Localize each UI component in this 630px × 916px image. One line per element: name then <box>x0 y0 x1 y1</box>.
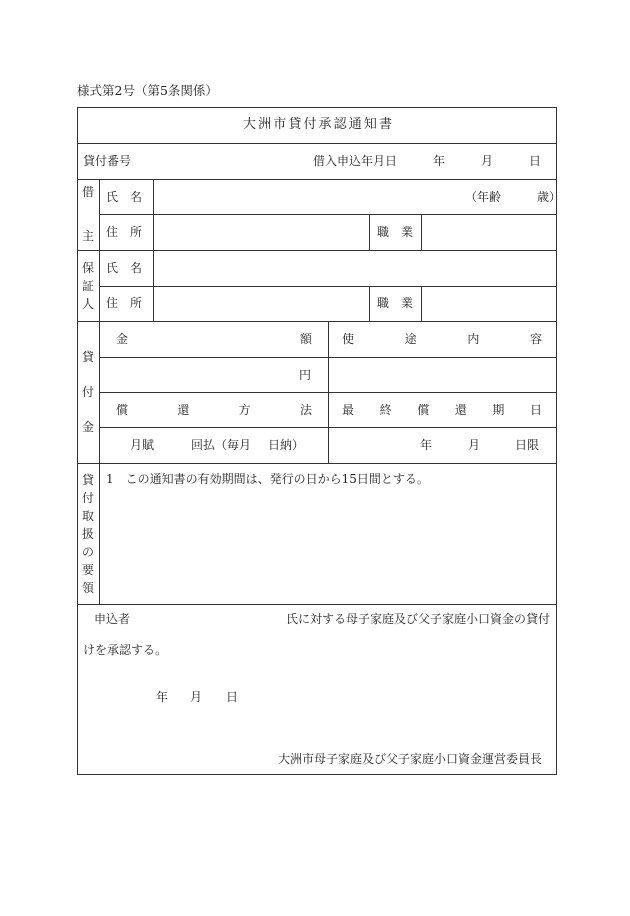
apply-date-year: 年 <box>433 154 446 168</box>
amount-label: 金 額 <box>116 332 312 346</box>
terms-item-1: 1 この通知書の有効期間は、発行の日から15日間とする。 <box>106 472 429 486</box>
deadline-day: 日限 <box>515 438 540 452</box>
guarantor-address-label: 住 所 <box>106 296 143 310</box>
loan-label: 貸 付 金 <box>81 350 94 434</box>
signer: 大洲市母子家庭及び父子家庭小口資金運営委員長 <box>278 752 543 766</box>
approval-month: 月 <box>190 690 203 704</box>
col-divider <box>369 286 370 321</box>
pay-day-label: 日納） <box>268 438 305 452</box>
apply-date-label: 借入申込年月日 <box>313 154 398 168</box>
deadline-month: 月 <box>468 438 481 452</box>
installments-label: 回払（毎月 <box>191 438 252 452</box>
terms-label: 貸 付 取 扱 の 要 領 <box>81 473 94 595</box>
col-divider <box>369 214 370 250</box>
borrower-address-label: 住 所 <box>106 225 143 239</box>
borrower-label: 借 主 <box>81 185 94 243</box>
col-divider <box>99 179 100 604</box>
guarantor-occupation-label: 職 業 <box>377 296 414 310</box>
approval-text-1: 氏に対する母子家庭及び父子家庭小口資金の貸付 <box>286 612 551 626</box>
borrower-name-label: 氏 名 <box>106 190 143 204</box>
yen-unit: 円 <box>299 368 312 382</box>
form-id: 様式第2号（第5条関係） <box>77 83 218 98</box>
borrower-occupation-label: 職 業 <box>377 225 414 239</box>
purpose-label: 使 途 内 容 <box>342 332 542 346</box>
guarantor-name-label: 氏 名 <box>106 261 143 275</box>
row-divider <box>77 321 556 322</box>
row-divider <box>99 286 556 287</box>
deadline-year: 年 <box>420 438 433 452</box>
monthly-label: 月賦 <box>130 438 155 452</box>
borrower-age-label: （年齢 歳） <box>465 190 562 204</box>
approval-day: 日 <box>226 690 239 704</box>
row-divider <box>77 604 556 605</box>
col-divider <box>421 286 422 321</box>
repay-method-label: 償 還 方 法 <box>116 403 312 417</box>
approval-text-2: けを承認する。 <box>83 643 168 657</box>
col-divider <box>328 321 329 463</box>
final-repay-label: 最 終 償 還 期 日 <box>342 403 542 417</box>
row-divider <box>77 250 556 251</box>
col-divider <box>153 179 154 321</box>
apply-date-day: 日 <box>529 154 542 168</box>
approval-year: 年 <box>156 690 169 704</box>
row-divider <box>77 463 556 464</box>
row-divider <box>77 179 556 180</box>
guarantor-label: 保 証 人 <box>81 261 94 311</box>
col-divider <box>421 214 422 250</box>
loan-number-label: 貸付番号 <box>83 154 132 168</box>
apply-date-month: 月 <box>481 154 494 168</box>
row-divider <box>77 143 556 144</box>
applicant-label: 申込者 <box>94 612 131 626</box>
form-title: 大 洲 市 貸 付 承 認 通 知 書 <box>243 117 392 132</box>
row-divider <box>99 214 556 215</box>
